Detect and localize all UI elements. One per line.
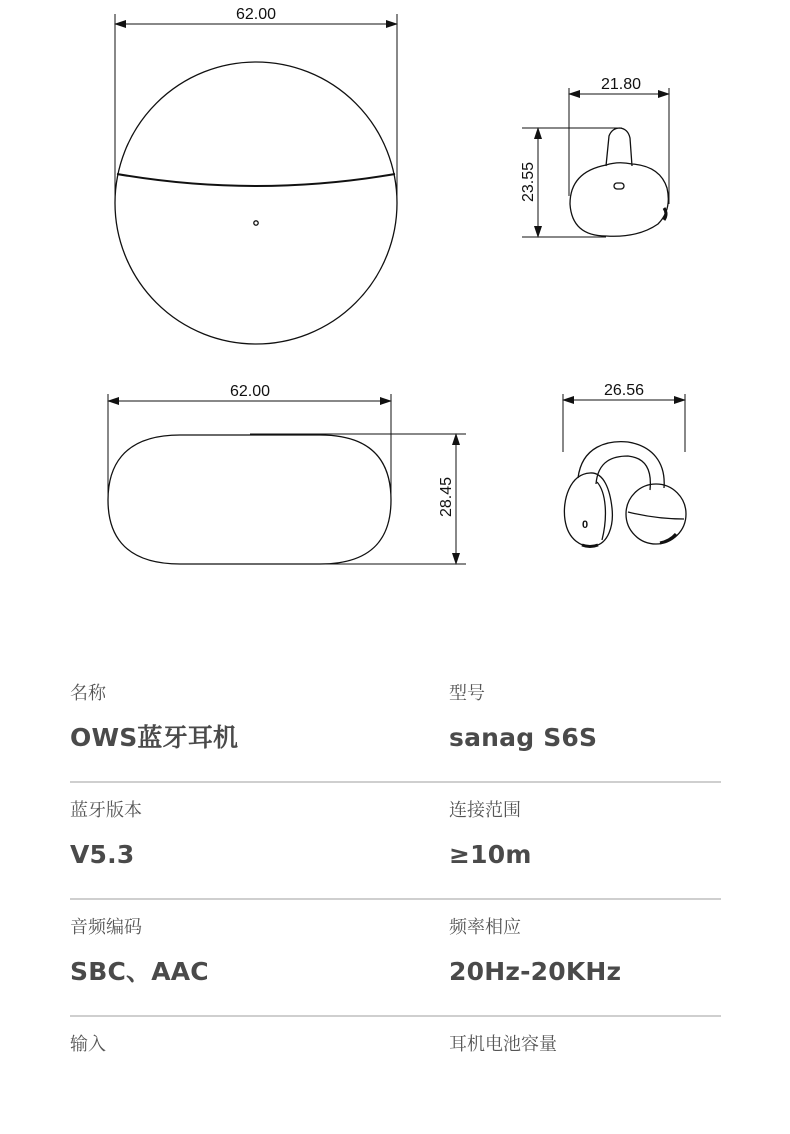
case-front-view <box>108 435 391 564</box>
dim-case-top-width <box>115 14 397 203</box>
dim-label-case-top-width: 62.00 <box>235 6 277 23</box>
spec-model <box>449 682 597 754</box>
spec-value: 20Hz-20KHz <box>449 957 622 986</box>
spec-label: 耳机电池容量 <box>449 1034 557 1055</box>
earbud-side-stem <box>606 128 632 166</box>
case-front-outline <box>108 435 391 564</box>
spec-value: V5.3 <box>70 840 135 869</box>
dim-case-front-height <box>250 434 466 564</box>
dim-label-bud-side-height: 23.55 <box>520 161 537 203</box>
spec-label: 蓝牙版本 <box>70 800 142 821</box>
case-indicator-dot <box>254 221 258 225</box>
spec-value: OWS蓝牙耳机 <box>70 723 239 752</box>
dim-label-case-front-height: 28.45 <box>438 476 455 518</box>
spec-range <box>449 799 532 871</box>
spec-battery <box>449 1033 557 1073</box>
earbud-side-view <box>570 128 668 236</box>
spec-label: 名称 <box>70 683 106 704</box>
spec-name <box>70 682 238 754</box>
spec-label: 频率相应 <box>449 917 521 938</box>
dim-label-bud-side-width: 21.80 <box>600 76 642 93</box>
earbud-front-mark: 0 <box>581 519 589 531</box>
case-top-view <box>115 62 397 344</box>
case-top-outline <box>115 62 397 344</box>
spec-codec <box>70 916 209 988</box>
spec-bluetooth-version <box>70 799 142 871</box>
dim-label-bud-front-width: 26.56 <box>603 382 645 399</box>
case-top-lid-seam <box>117 174 395 186</box>
earbud-side-body <box>570 163 668 237</box>
spec-input <box>70 1033 106 1073</box>
spec-label: 连接范围 <box>449 800 521 821</box>
dim-case-front-width <box>108 394 391 500</box>
spec-row <box>70 666 721 783</box>
earbud-side-sensor <box>614 183 624 189</box>
spec-value: ≥10m <box>449 840 532 869</box>
spec-label: 输入 <box>70 1034 106 1055</box>
earbud-front-hook-outer <box>578 442 664 488</box>
spec-row <box>70 783 721 900</box>
spec-frequency <box>449 916 621 988</box>
spec-value: SBC、AAC <box>70 957 209 986</box>
spec-row <box>70 1017 721 1134</box>
dim-bud-side-width <box>569 88 669 204</box>
spec-label: 型号 <box>449 683 485 704</box>
spec-table <box>70 666 721 1134</box>
spec-label: 音频编码 <box>70 917 142 938</box>
spec-value: sanag S6S <box>449 723 598 752</box>
spec-row <box>70 900 721 1017</box>
dim-bud-front-width <box>563 394 685 452</box>
earbud-front-hook-inner <box>596 456 650 490</box>
dim-bud-side-height <box>522 128 622 237</box>
dim-label-case-front-width: 62.00 <box>229 383 271 400</box>
